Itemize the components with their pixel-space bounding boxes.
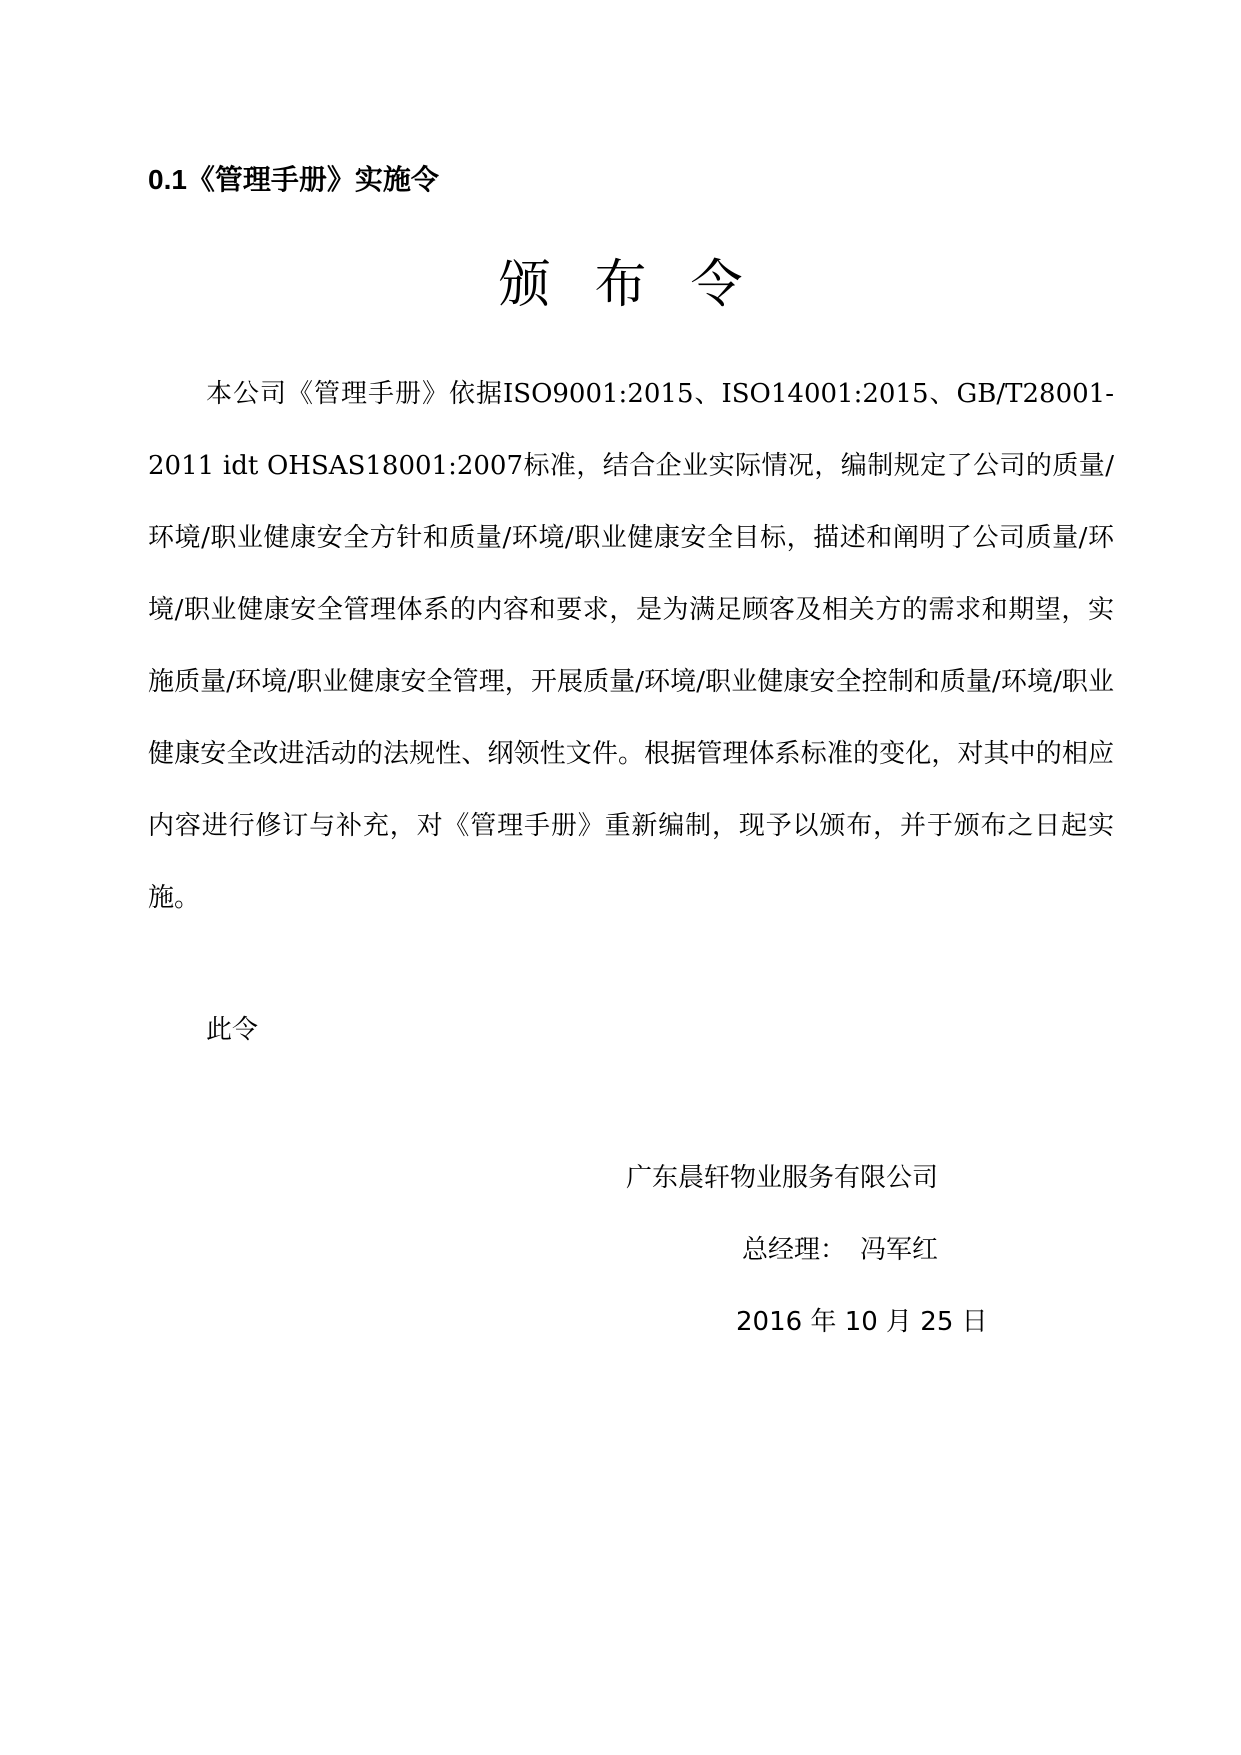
signature-general-manager <box>742 1230 938 1270</box>
document-title: 颁布令 <box>498 255 787 315</box>
body-paragraph: 本公司《管理手册》依据ISO9001:2015、ISO14001:2015、GB/T28001-2011 idt OHSAS18001:2007标准，结合企业实际情况，编制规定了公司的质量/环境/职业健康安全方针和质量/环境/职业健康安全目标，描述和阐明了公司质量/环境/职业健康安全管理体系的内容和要求，是为满足顾客及相关方的需求和期望，实施质量/环境/职业健康安全管理，开展质量/环境/职业健康安全控制和质量/环境/职业健康安全改进活动的法规性、纲领性文件。根据管理体系标准的变化，对其中的相应内容进行修订与补充，对《管理手册》重新编制，现予以颁布，并于颁布之日起实施。 <box>148 379 1114 913</box>
general-manager-name: 冯军红 <box>860 1235 939 1265</box>
general-manager-label: 总经理： <box>742 1235 847 1265</box>
signature-company: 广东晨轩物业服务有限公司 <box>626 1163 939 1193</box>
signature-date: 2016 年 10 月 25 日 <box>736 1307 988 1337</box>
closing-phrase: 此令 <box>206 1015 259 1045</box>
section-heading: 0.1《管理手册》实施令 <box>148 164 439 195</box>
